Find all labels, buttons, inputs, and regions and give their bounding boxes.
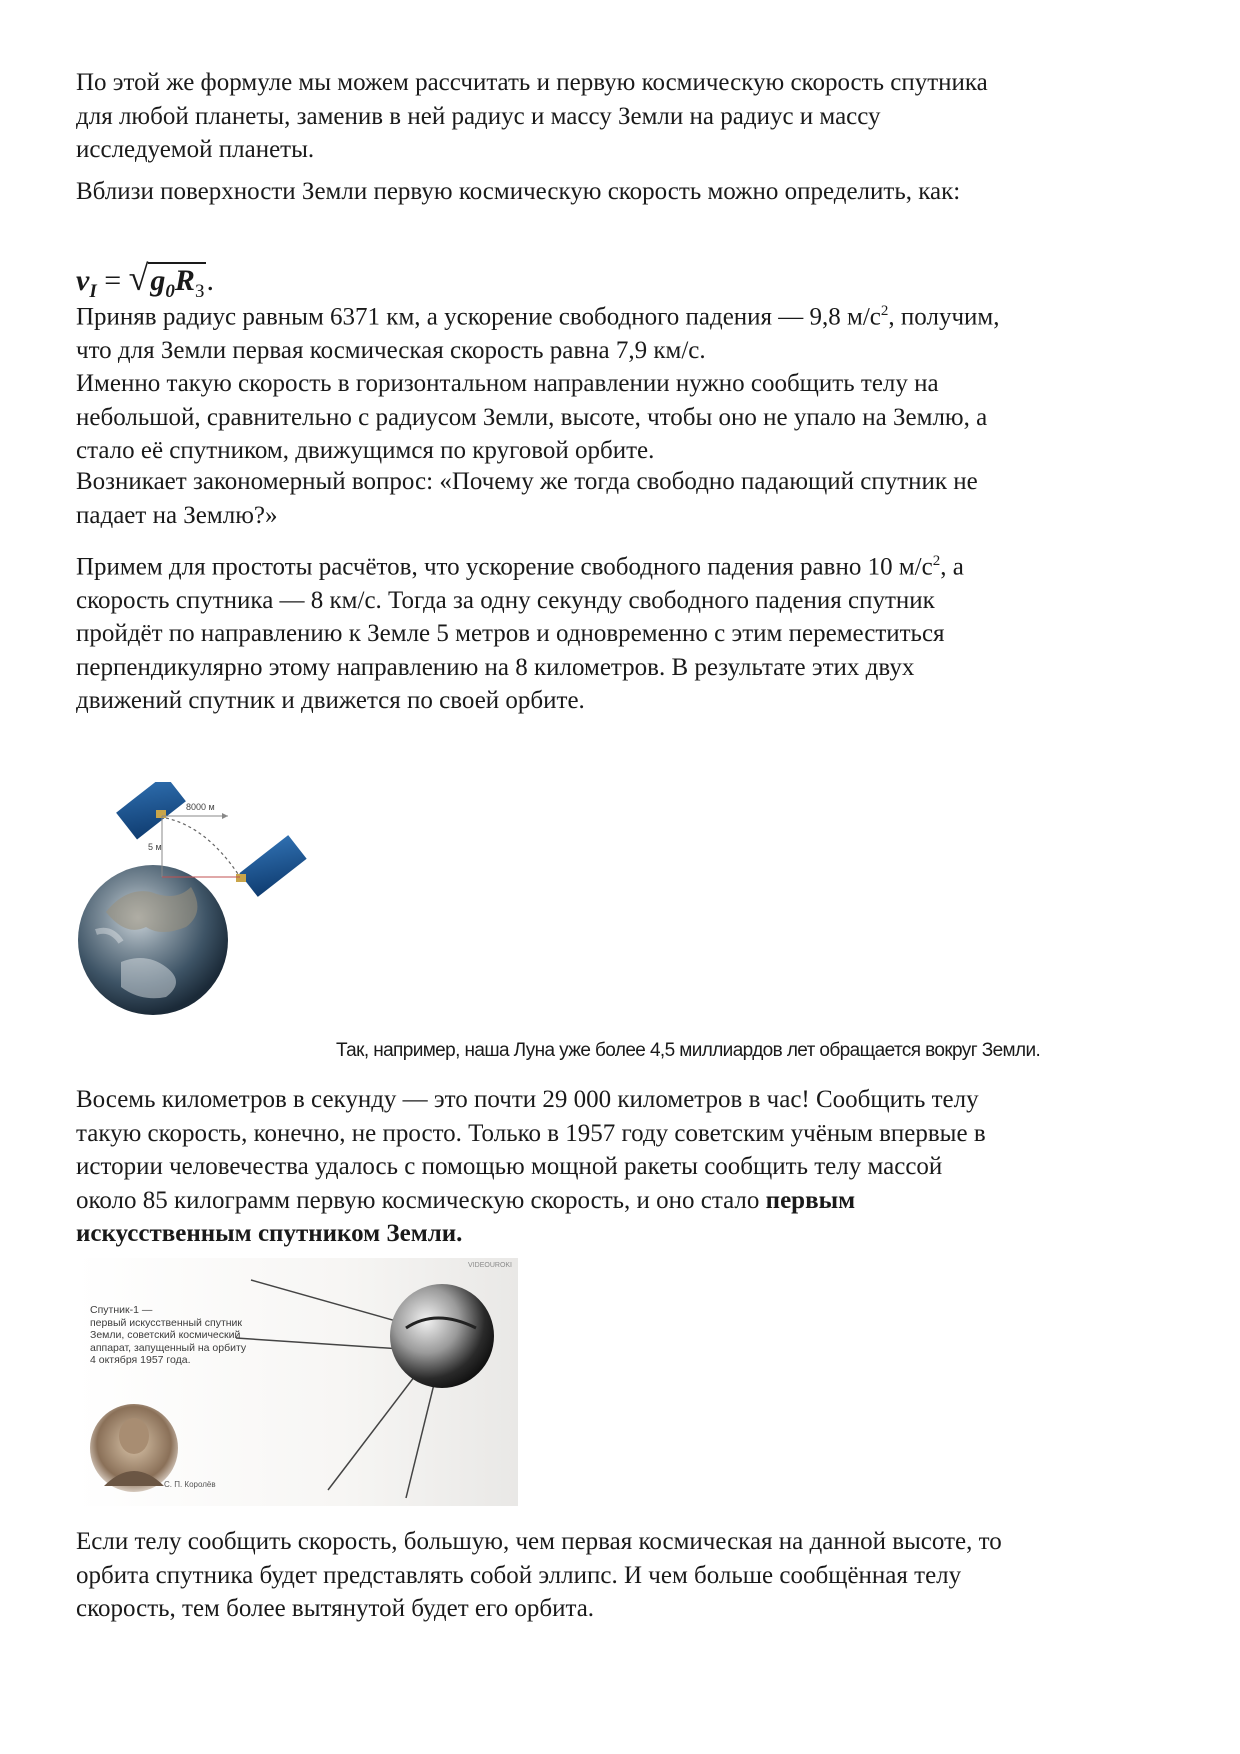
paragraph-5: Примем для простоты расчётов, что ускорение свободного падения равно 10 $м/с^2$, а скорость спутника — 8 км/с. Тогда за одну секунду свободного падения спутник пройдёт по направлению к Земле 5 метров и одновременно с этим переместиться перпендикулярно этому направлению на 8 километров. В результате этих двух движений спутник и движется по своей орбите. (76, 553, 964, 715)
satellite-icon-end (236, 835, 307, 897)
label-5m: 5 м (148, 842, 162, 852)
paragraph-1: По этой же формуле мы можем рассчитать и первую космическую скорость спутника для любой планеты, заменив в ней радиус и массу Земли на радиус и массу исследуемой планеты. (76, 69, 988, 163)
label-8000m: 8000 м (186, 802, 215, 812)
satellite-icon-start (116, 782, 186, 839)
sputnik-figure (76, 1258, 518, 1506)
paragraph-2: Вблизи поверхности Земли первую космическую скорость можно определить, как: (76, 178, 961, 205)
earth-icon (78, 865, 228, 1015)
sputnik-description: Спутник-1 — первый искусственный спутник Земли, советский космический аппарат, запущенный на орбиту 4 октября 1957 года. (90, 1304, 247, 1366)
portrait-avatar (90, 1404, 178, 1492)
paragraph-4: Возникает закономерный вопрос: «Почему же тогда свободно падающий спутник не падает на Землю?» (76, 468, 978, 529)
paragraph-3: Приняв радиус равным 6371 км, а ускорение свободного падения — 9,8 $м/с^2$, получим, что для Земли первая космическая скорость равна 7,9 км/с. Именно такую скорость в горизонтальном направлении нужно сообщить телу на небольшой, сравнительно с радиусом Земли, высоте, чтобы оно не упало на Землю, а стало её спутником, движущимся по круговой орбите. (76, 303, 1000, 465)
figure-caption: Так, например, наша Луна уже более 4,5 миллиардов лет обращается вокруг Земли. (336, 1040, 1041, 1061)
sputnik-illustration (76, 1258, 518, 1506)
brand-watermark: VIDEOUROKI (468, 1262, 512, 1269)
paragraph-6: Восемь километров в секунду — это почти 29 000 километров в час! Сообщить телу такую скорость, конечно, не просто. Только в 1957 году советским учёным впервые в истории человечества удалось с помощью мощной ракеты сообщить телу массой около 85 килограмм первую космическую скорость, и оно стало первым искусственным спутником Земли. (76, 1086, 986, 1247)
first-cosmic-velocity-formula: $v_I = √g_0R_З$. (76, 258, 214, 302)
paragraph-7: Если телу сообщить скорость, большую, чем первая космическая на данной высоте, то орбита спутника будет представлять собой эллипс. И чем больше сообщённая телу скорость, тем более вытянутой будет его орбита. (76, 1528, 1002, 1622)
satellite-motion-figure (76, 782, 366, 1032)
sputnik-icon (236, 1280, 494, 1498)
signature-label: С. П. Королёв (164, 1480, 216, 1489)
